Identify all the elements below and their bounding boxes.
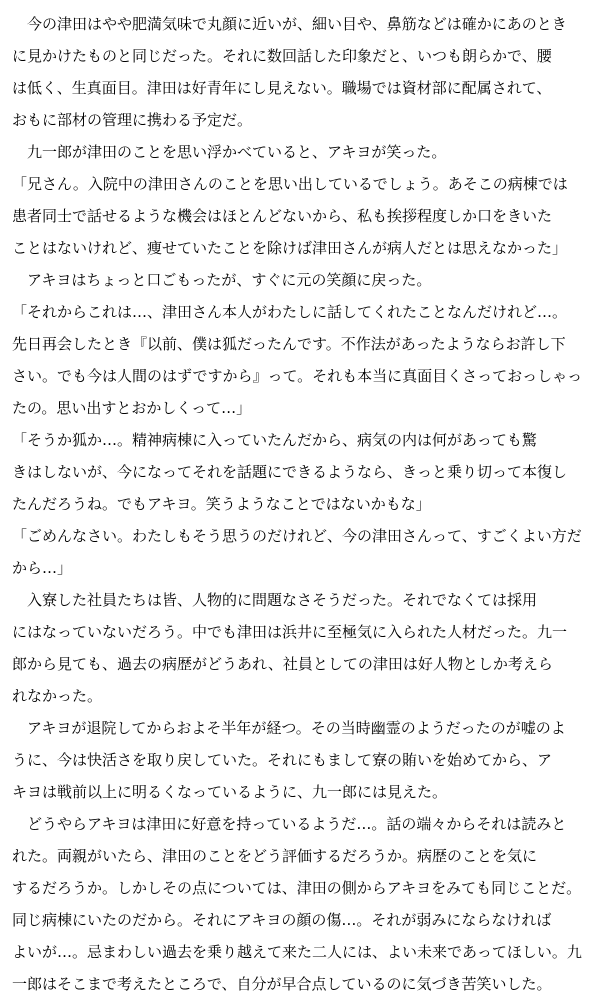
text-line: たの。思い出すとおかしくって…」 xyxy=(12,399,252,417)
text-line: ことはないけれど、痩せていたことを除けば津田さんが病人だとは思えなかった」 xyxy=(12,239,568,257)
text-line: 患者同士で話せるような機会はほとんどないから、私も挨拶程度しか口をきいた xyxy=(12,207,553,225)
paragraph xyxy=(12,808,599,1000)
text-line: アキヨが退院してからおよそ半年が経つ。その当時幽霊のようだったのが嘘のよ xyxy=(27,719,566,737)
text-line: は低く、生真面目。津田は好青年にし見えない。職場では資材部に配属されて、 xyxy=(12,79,552,97)
text-line: きはしないが、今になってそれを話題にできるようなら、きっと乗り切って本復し xyxy=(12,463,568,481)
paragraph xyxy=(12,296,599,424)
text-line: アキヨはちょっと口ごもったが、すぐに元の笑顔に戻った。 xyxy=(27,271,432,289)
text-line: さい。でも今は人間のはずですから』って。それも本当に真面目くさっておっしゃっ xyxy=(12,367,583,385)
text-line: 「兄さん。入院中の津田さんのことを思い出しているでしょう。あそこの病棟では xyxy=(12,175,568,193)
text-line: 郎から見ても、過去の病歴がどうあれ、社員としての津田は好人物としか考えら xyxy=(12,655,553,673)
paragraph xyxy=(12,712,599,808)
text-line: 九一郎が津田のことを思い浮かべていると、アキヨが笑った。 xyxy=(27,143,447,161)
paragraph xyxy=(12,8,599,136)
text-line: 「そうか狐か…。精神病棟に入っていたんだから、病気の内は何があっても驚 xyxy=(12,431,537,449)
text-line: おもに部材の管理に携わる予定だ。 xyxy=(12,111,253,129)
text-line: にはなっていないだろう。中でも津田は浜井に至極気に入られた人材だった。九一 xyxy=(12,623,568,641)
paragraph xyxy=(12,520,599,584)
paragraph xyxy=(12,264,599,296)
paragraph xyxy=(12,136,599,168)
paragraph xyxy=(12,168,599,264)
text-line: 入寮した社員たちは皆、人物的に問題なさそうだった。それでなくては採用 xyxy=(27,591,538,609)
text-line: 今の津田はやや肥満気味で丸顔に近いが、細い目や、鼻筋などは確かにあのとき xyxy=(27,15,567,33)
text-line: れた。両親がいたら、津田のことをどう評価するだろうか。病歴のことを気に xyxy=(12,847,538,865)
text-line: うに、今は快活さを取り戻していた。それにもまして寮の賄いを始めてから、ア xyxy=(12,751,553,769)
text-line: から…」 xyxy=(12,559,73,577)
paragraph xyxy=(12,424,599,520)
text-line: 一郎はそこまで考えたところで、自分が早合点しているのに気づき苦笑いした。 xyxy=(12,975,552,993)
paragraph xyxy=(12,584,599,712)
text-line: キヨは戦前以上に明るくなっているように、九一郎には見えた。 xyxy=(12,783,448,801)
text-line: れなかった。 xyxy=(12,687,103,705)
text-line: するだろうか。しかしその点については、津田の側からアキヨをみても同じことだ。 xyxy=(12,879,582,897)
text-line: どうやらアキヨは津田に好意を持っているようだ…。話の端々からそれは読みと xyxy=(27,815,567,833)
text-line: たんだろうね。でもアキヨ。笑うようなことではないかもな」 xyxy=(12,495,431,513)
text-line: 同じ病棟にいたのだから。それにアキヨの顔の傷…。それが弱みにならなければ xyxy=(12,911,552,929)
text-line: 「それからこれは…、津田さん本人がわたしに話してくれたことなんだけれど…。 xyxy=(12,303,568,321)
text-line: よいが…。忌まわしい過去を乗り越えて来た二人には、よい未来であってほしい。九 xyxy=(12,943,582,961)
text-line: に見かけたものと同じだった。それに数回話した印象だと、いつも朗らかで、腰 xyxy=(12,47,552,65)
text-line: 「ごめんなさい。わたしもそう思うのだけれど、今の津田さんって、すごくよい方だ xyxy=(12,527,582,545)
text-line: 先日再会したとき『以前、僕は狐だったんです。不作法があったようならお許し下 xyxy=(12,335,566,353)
